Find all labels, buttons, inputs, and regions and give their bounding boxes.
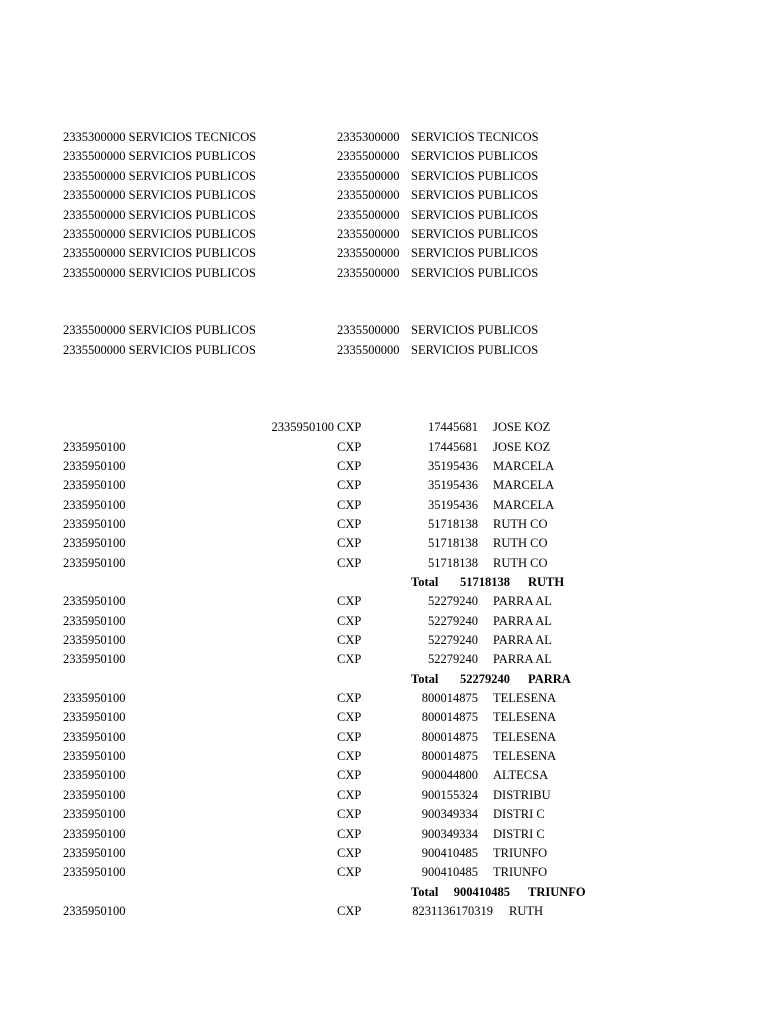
third-party-name-cell: TRIUNFO: [493, 845, 548, 860]
total-row: [0, 670, 768, 689]
table-row: [0, 418, 768, 437]
account-code-cell: 2335950100: [63, 536, 126, 551]
third-party-name-cell: RUTH CO: [493, 555, 548, 570]
account-code-cell: 2335500000: [337, 343, 400, 357]
type-cell: CXP: [337, 516, 362, 531]
account-code-cell: 2335950100: [63, 613, 126, 628]
type-cell: CXP: [337, 845, 362, 860]
third-party-name-cell: MARCELA: [493, 497, 555, 512]
third-party-name-cell: TELESENA: [493, 710, 557, 725]
account-name-cell: SERVICIOS PUBLICOS: [411, 343, 539, 357]
third-party-id-cell: 35195436: [428, 497, 478, 512]
account-code-cell: 2335300000: [337, 130, 400, 144]
account-code-cell: 2335950100: [271, 420, 334, 434]
account-description-cell: 2335500000 SERVICIOS PUBLICOS: [63, 227, 256, 241]
third-party-id-cell: 900349334: [421, 826, 478, 841]
account-code-cell: 2335950100: [63, 478, 126, 493]
total-id: 52279240: [460, 671, 510, 686]
account-code-cell: 2335950100: [63, 729, 126, 744]
third-party-id-cell: 35195436: [428, 478, 478, 493]
total-row: [0, 883, 768, 902]
total-name: RUTH: [528, 574, 565, 589]
table-row: [0, 747, 768, 766]
third-party-name-cell: ALTECSA: [493, 768, 549, 783]
table-row: [0, 805, 768, 824]
account-name-cell: SERVICIOS PUBLICOS: [411, 168, 539, 183]
table-row: [0, 689, 768, 708]
table-row: [0, 902, 768, 921]
account-name-cell: SERVICIOS PUBLICOS: [411, 265, 539, 280]
table-row: [0, 128, 768, 147]
third-party-name-cell: PARRA AL: [493, 594, 552, 609]
account-description-cell: 2335500000 SERVICIOS PUBLICOS: [63, 207, 256, 222]
table-row: [0, 147, 768, 166]
account-description-cell: 2335500000 SERVICIOS PUBLICOS: [63, 343, 256, 357]
third-party-id-cell: 52279240: [428, 633, 478, 647]
third-party-name-cell: DISTRI C: [493, 807, 545, 822]
type-cell: CXP: [337, 691, 362, 706]
account-code-cell: 2335950100: [63, 768, 126, 783]
account-code-cell: 2335950100: [63, 497, 126, 512]
table-row: [0, 612, 768, 631]
type-cell: CXP: [337, 652, 362, 667]
type-cell: CXP: [337, 807, 362, 822]
third-party-name-cell: TRIUNFO: [493, 865, 548, 880]
third-party-name-cell: PARRA AL: [493, 633, 552, 647]
account-name-cell: SERVICIOS PUBLICOS: [411, 188, 539, 203]
account-code-cell: 2335950100: [63, 516, 126, 531]
type-cell: CXP: [337, 420, 362, 434]
total-id: 51718138: [460, 574, 510, 589]
third-party-name-cell: DISTRI C: [493, 826, 545, 841]
account-code-cell: 2335950100: [63, 903, 126, 918]
table-row: [0, 844, 768, 863]
type-cell: CXP: [337, 594, 362, 609]
table-row: [0, 457, 768, 476]
account-code-cell: 2335500000: [337, 323, 400, 337]
third-party-name-cell: PARRA AL: [493, 613, 552, 628]
table-row: [0, 631, 768, 650]
type-cell: CXP: [337, 749, 362, 764]
type-cell: CXP: [337, 555, 362, 570]
third-party-name-cell: MARCELA: [493, 458, 555, 473]
account-description-cell: 2335500000 SERVICIOS PUBLICOS: [63, 323, 256, 337]
third-party-id-cell: 17445681: [428, 420, 478, 434]
table-row: [0, 244, 768, 263]
account-description-cell: 2335500000 SERVICIOS PUBLICOS: [63, 246, 256, 261]
third-party-id-cell: 52279240: [428, 652, 478, 667]
type-cell: CXP: [337, 633, 362, 647]
third-party-id-cell: 8231136170319: [412, 903, 493, 918]
account-code-cell: 2335500000: [337, 227, 400, 241]
account-description-cell: 2335500000 SERVICIOS PUBLICOS: [63, 188, 256, 203]
total-label: Total: [411, 671, 439, 686]
type-cell: CXP: [337, 613, 362, 628]
table-row: [0, 825, 768, 844]
account-code-cell: 2335950100: [63, 458, 126, 473]
third-party-name-cell: MARCELA: [493, 478, 555, 493]
account-code-cell: 2335950100: [63, 807, 126, 822]
table-row: [0, 264, 768, 283]
third-party-name-cell: TELESENA: [493, 729, 557, 744]
account-code-cell: 2335950100: [63, 594, 126, 609]
account-code-cell: 2335500000: [337, 149, 400, 164]
table-row: [0, 708, 768, 727]
type-cell: CXP: [337, 865, 362, 880]
account-code-cell: 2335500000: [337, 207, 400, 222]
account-description-cell: 2335500000 SERVICIOS PUBLICOS: [63, 149, 256, 164]
type-cell: CXP: [337, 787, 362, 802]
account-code-cell: 2335950100: [63, 865, 126, 880]
table-row: [0, 592, 768, 611]
account-code-cell: 2335500000: [337, 168, 400, 183]
table-row: [0, 225, 768, 244]
table-row: [0, 321, 768, 340]
third-party-id-cell: 900349334: [421, 807, 478, 822]
account-description-cell: 2335500000 SERVICIOS PUBLICOS: [63, 168, 256, 183]
third-party-id-cell: 35195436: [428, 458, 478, 473]
type-cell: CXP: [337, 768, 362, 783]
type-cell: CXP: [337, 729, 362, 744]
account-description-cell: 2335300000 SERVICIOS TECNICOS: [63, 130, 257, 144]
account-code-cell: 2335500000: [337, 265, 400, 280]
third-party-id-cell: 900410485: [421, 845, 478, 860]
total-name: TRIUNFO: [528, 884, 586, 899]
account-name-cell: SERVICIOS PUBLICOS: [411, 227, 539, 241]
table-row: [0, 186, 768, 205]
total-label: Total: [411, 574, 439, 589]
third-party-name-cell: RUTH CO: [493, 516, 548, 531]
account-code-cell: 2335950100: [63, 439, 126, 454]
account-name-cell: SERVICIOS PUBLICOS: [411, 323, 539, 337]
account-code-cell: 2335950100: [63, 749, 126, 764]
table-row: [0, 554, 768, 573]
account-name-cell: SERVICIOS PUBLICOS: [411, 207, 539, 222]
account-code-cell: 2335950100: [63, 633, 126, 647]
table-row: [0, 534, 768, 553]
third-party-name-cell: RUTH CO: [493, 536, 548, 551]
third-party-id-cell: 800014875: [421, 691, 478, 706]
third-party-name-cell: DISTRIBU: [493, 787, 551, 802]
account-name-cell: SERVICIOS PUBLICOS: [411, 149, 539, 164]
table-row: [0, 341, 768, 360]
table-row: [0, 863, 768, 882]
type-cell: CXP: [337, 497, 362, 512]
total-name: PARRA: [528, 671, 571, 686]
table-row: [0, 786, 768, 805]
third-party-id-cell: 51718138: [428, 516, 478, 531]
total-label: Total: [411, 884, 439, 899]
account-code-cell: 2335950100: [63, 710, 126, 725]
third-party-id-cell: 52279240: [428, 613, 478, 628]
third-party-name-cell: JOSE KOZ: [493, 420, 551, 434]
table-row: [0, 728, 768, 747]
third-party-id-cell: 51718138: [428, 555, 478, 570]
account-description-cell: 2335500000 SERVICIOS PUBLICOS: [63, 265, 256, 280]
table-row: [0, 167, 768, 186]
type-cell: CXP: [337, 903, 362, 918]
type-cell: CXP: [337, 536, 362, 551]
type-cell: CXP: [337, 826, 362, 841]
table-row: [0, 438, 768, 457]
third-party-id-cell: 51718138: [428, 536, 478, 551]
table-row: [0, 496, 768, 515]
type-cell: CXP: [337, 710, 362, 725]
third-party-name-cell: JOSE KOZ: [493, 439, 551, 454]
account-name-cell: SERVICIOS TECNICOS: [411, 130, 539, 144]
account-code-cell: 2335950100: [63, 787, 126, 802]
third-party-id-cell: 800014875: [421, 749, 478, 764]
account-code-cell: 2335950100: [63, 555, 126, 570]
account-code-cell: 2335950100: [63, 826, 126, 841]
account-code-cell: 2335500000: [337, 188, 400, 203]
total-id: 900410485: [453, 884, 510, 899]
third-party-id-cell: 52279240: [428, 594, 478, 609]
type-cell: CXP: [337, 458, 362, 473]
account-name-cell: SERVICIOS PUBLICOS: [411, 246, 539, 261]
third-party-id-cell: 800014875: [421, 729, 478, 744]
third-party-id-cell: 900044800: [421, 768, 478, 783]
table-row: [0, 766, 768, 785]
third-party-id-cell: 17445681: [428, 439, 478, 454]
third-party-id-cell: 800014875: [421, 710, 478, 725]
third-party-name-cell: RUTH: [509, 903, 544, 918]
account-code-cell: 2335950100: [63, 652, 126, 667]
third-party-id-cell: 900155324: [421, 787, 478, 802]
table-row: [0, 515, 768, 534]
third-party-name-cell: PARRA AL: [493, 652, 552, 667]
account-code-cell: 2335950100: [63, 845, 126, 860]
third-party-id-cell: 900410485: [421, 865, 478, 880]
table-row: [0, 650, 768, 669]
table-row: [0, 206, 768, 225]
account-code-cell: 2335500000: [337, 246, 400, 261]
total-row: [0, 573, 768, 592]
type-cell: CXP: [337, 439, 362, 454]
third-party-name-cell: TELESENA: [493, 749, 557, 764]
account-code-cell: 2335950100: [63, 691, 126, 706]
type-cell: CXP: [337, 478, 362, 493]
third-party-name-cell: TELESENA: [493, 691, 557, 706]
table-row: [0, 476, 768, 495]
